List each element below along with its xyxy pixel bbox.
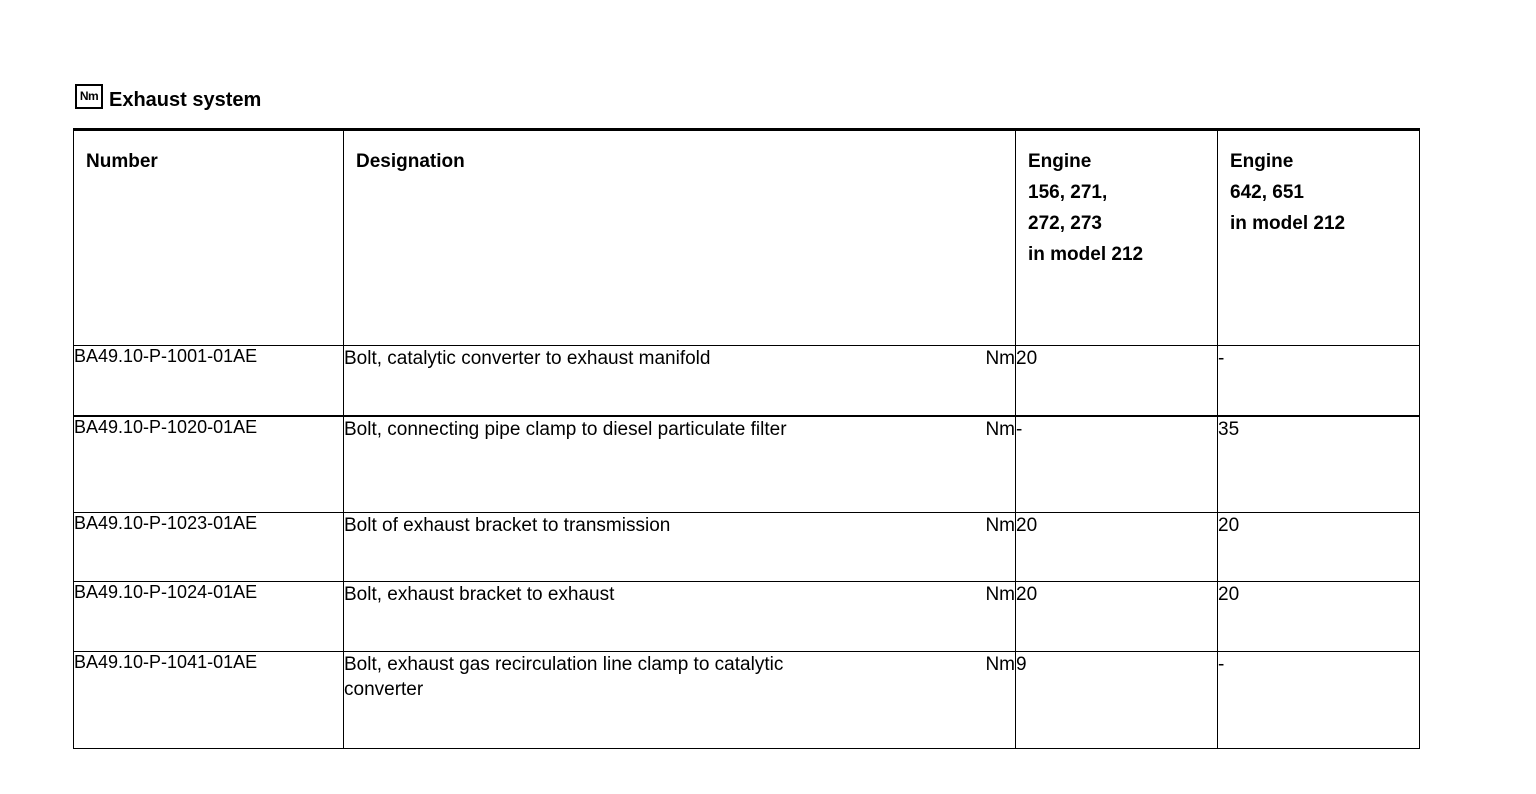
header-engine-b-line: in model 212 bbox=[1230, 213, 1346, 234]
row-designation: Bolt of exhaust bracket to transmission bbox=[344, 515, 671, 536]
header-engine-a-line: Engine bbox=[1028, 151, 1092, 172]
row-engine-b-value: 20 bbox=[1218, 513, 1420, 582]
row-engine-a-value: 20 bbox=[1016, 346, 1218, 416]
row-designation: Bolt, connecting pipe clamp to diesel particulate filter bbox=[344, 418, 787, 440]
header-engine-a-line: in model 212 bbox=[1028, 244, 1144, 265]
row-number: BA49.10-P-1020-01AE bbox=[74, 416, 344, 513]
row-unit: Nm bbox=[985, 654, 1015, 675]
header-engine-b bbox=[1218, 130, 1420, 346]
section-title: Exhaust system bbox=[109, 88, 262, 111]
row-unit: Nm bbox=[985, 418, 1015, 440]
row-engine-a-value: - bbox=[1016, 416, 1218, 513]
table-row bbox=[74, 582, 1420, 652]
row-engine-a-value: 9 bbox=[1016, 652, 1218, 749]
row-engine-b-value: - bbox=[1218, 652, 1420, 749]
table-row bbox=[74, 346, 1420, 416]
row-engine-a-value: 20 bbox=[1016, 513, 1218, 582]
row-unit: Nm bbox=[985, 584, 1015, 605]
row-designation: Bolt, exhaust gas recirculation line clamp to catalytic converter bbox=[344, 654, 784, 700]
row-designation-cell bbox=[344, 652, 1016, 749]
table-row bbox=[74, 652, 1420, 749]
row-engine-b-value: - bbox=[1218, 346, 1420, 416]
row-engine-b-value: 20 bbox=[1218, 582, 1420, 652]
table-row bbox=[74, 513, 1420, 582]
row-engine-b-value: 35 bbox=[1218, 416, 1420, 513]
row-number: BA49.10-P-1041-01AE bbox=[74, 652, 344, 749]
table-row bbox=[74, 416, 1420, 513]
row-designation: Bolt, exhaust bracket to exhaust bbox=[344, 584, 615, 605]
header-engine-b-line: Engine bbox=[1230, 151, 1294, 172]
row-designation-cell bbox=[344, 346, 1016, 416]
row-designation-cell bbox=[344, 416, 1016, 513]
table-header-row bbox=[74, 130, 1420, 346]
row-engine-a-value: 20 bbox=[1016, 582, 1218, 652]
row-unit: Nm bbox=[985, 348, 1015, 369]
row-number: BA49.10-P-1024-01AE bbox=[74, 582, 344, 652]
row-designation-cell bbox=[344, 582, 1016, 652]
header-designation: Designation bbox=[344, 130, 1016, 346]
header-engine-a-line: 272, 273 bbox=[1028, 213, 1102, 234]
row-number: BA49.10-P-1001-01AE bbox=[74, 346, 344, 416]
header-number: Number bbox=[74, 130, 344, 346]
row-number: BA49.10-P-1023-01AE bbox=[74, 513, 344, 582]
row-designation-cell bbox=[344, 513, 1016, 582]
torque-table bbox=[73, 128, 1420, 749]
row-unit: Nm bbox=[985, 515, 1015, 536]
torque-nm-icon: Nm bbox=[75, 84, 103, 109]
row-designation: Bolt, catalytic converter to exhaust manifold bbox=[344, 348, 711, 369]
header-engine-a bbox=[1016, 130, 1218, 346]
section-heading bbox=[75, 82, 261, 110]
header-engine-a-line: 156, 271, bbox=[1028, 182, 1108, 203]
header-engine-b-line: 642, 651 bbox=[1230, 182, 1304, 203]
